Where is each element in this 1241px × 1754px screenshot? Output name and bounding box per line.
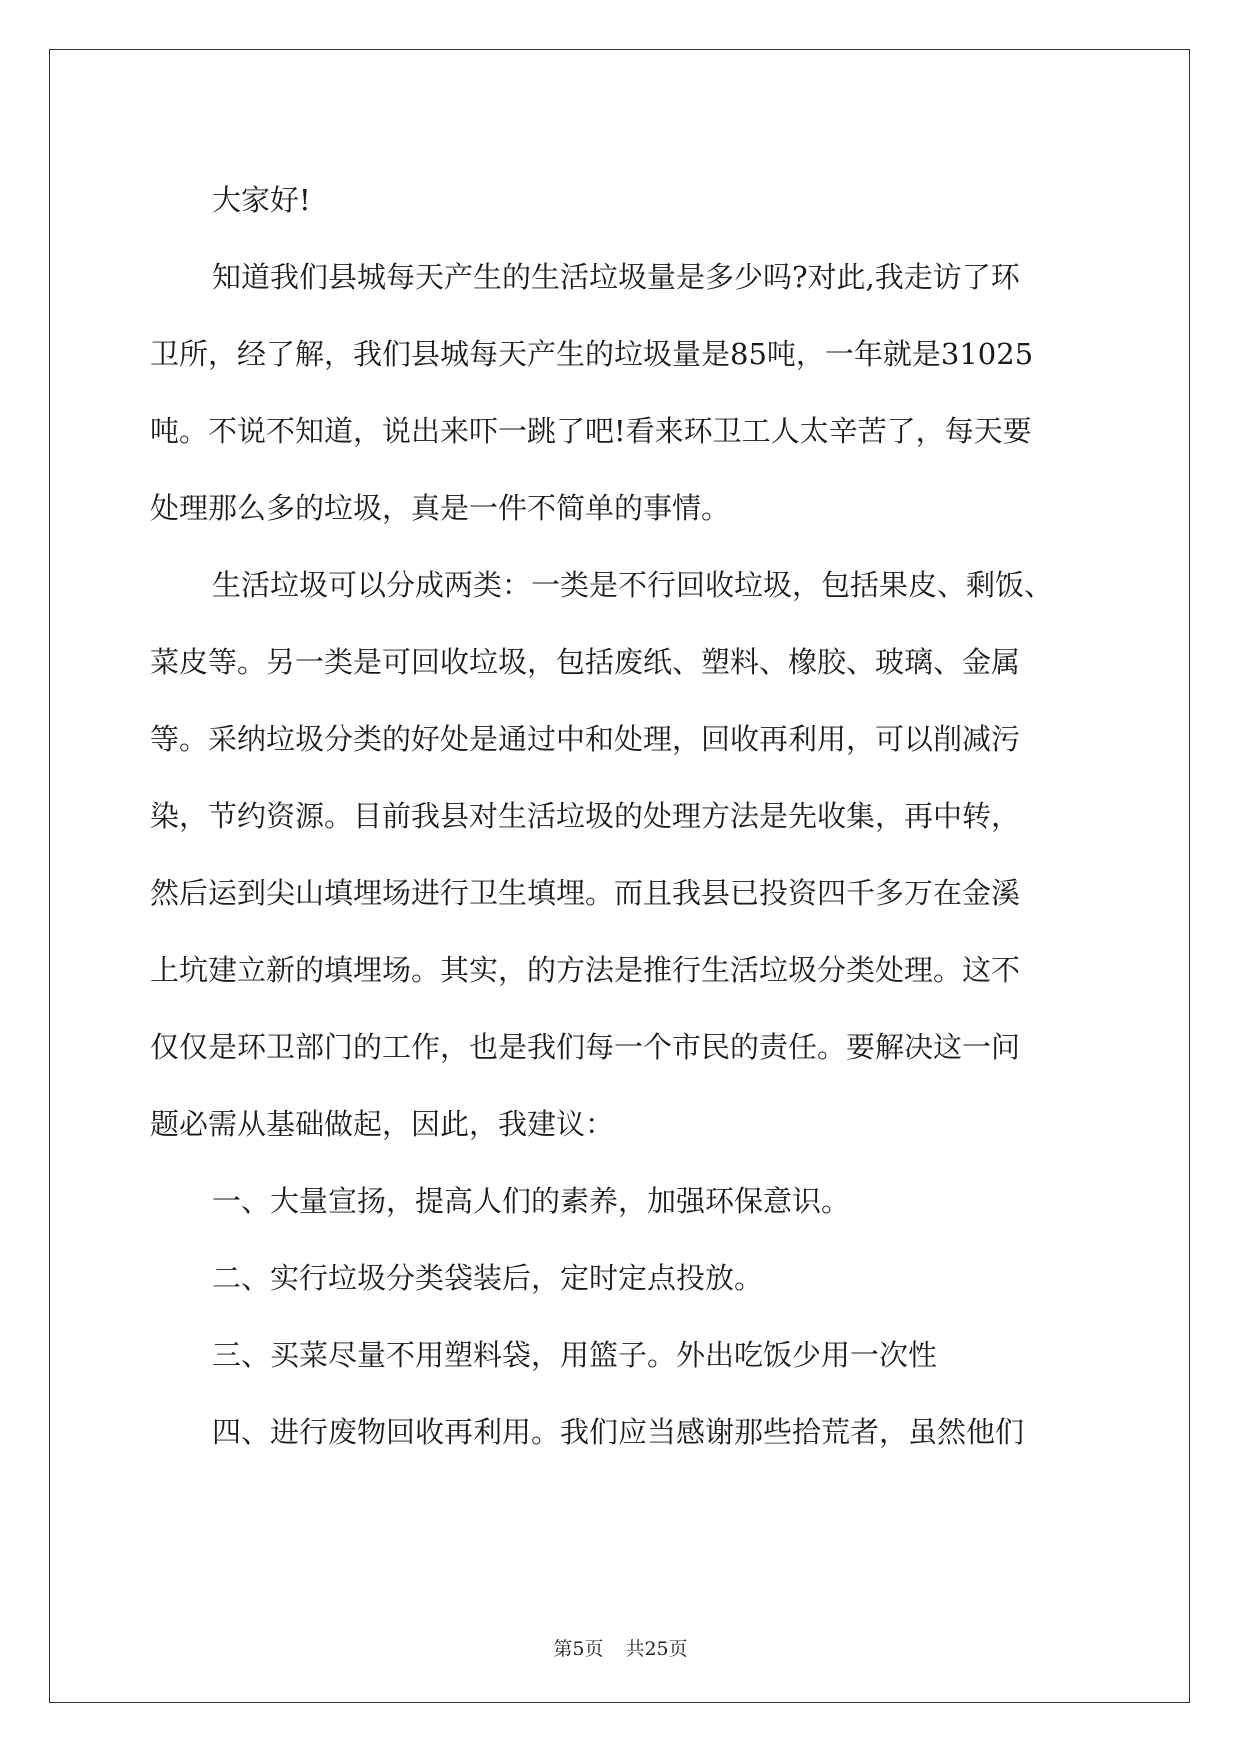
paragraph-line: 生活垃圾可以分成两类：一类是不行回收垃圾，包括果皮、剩饭、 (212, 568, 1054, 602)
document-body (150, 162, 1110, 1471)
paragraph-line: 吨。不说不知道，说出来吓一跳了吧!看来环卫工人太辛苦了，每天要 (150, 414, 1032, 448)
paragraph-line: 然后运到尖山填埋场进行卫生填埋。而且我县已投资四千多万在金溪 (150, 876, 1021, 910)
paragraph-line: 大家好! (212, 183, 311, 217)
paragraph-line: 菜皮等。另一类是可回收垃圾，包括废纸、塑料、橡胶、玻璃、金属 (150, 645, 1021, 679)
paragraph-line: 题必需从基础做起，因此，我建议： (150, 1107, 615, 1141)
paragraph-line: 染，节约资源。目前我县对生活垃圾的处理方法是先收集，再中转， (150, 799, 1021, 833)
paragraph-line: 三、买菜尽量不用塑料袋，用篮子。外出吃饭少用一次性 (212, 1338, 938, 1372)
paragraph-line: 上坑建立新的填埋场。其实，的方法是推行生活垃圾分类处理。这不 (150, 953, 1021, 987)
paragraph-line: 二、实行垃圾分类袋装后，定时定点投放。 (212, 1261, 764, 1295)
paragraph-line: 一、大量宣扬，提高人们的素养，加强环保意识。 (212, 1184, 851, 1218)
paragraph-line: 卫所，经了解，我们县城每天产生的垃圾量是85吨，一年就是31025 (150, 337, 1034, 371)
total-pages-label: 共25页 (625, 1638, 688, 1660)
current-page-label: 第5页 (553, 1638, 604, 1660)
paragraph-line: 四、进行废物回收再利用。我们应当感谢那些拾荒者，虽然他们 (212, 1415, 1025, 1449)
paragraph-line: 等。采纳垃圾分类的好处是通过中和处理，回收再利用，可以削减污 (150, 722, 1021, 756)
page-footer (0, 1634, 1241, 1661)
paragraph-line: 知道我们县城每天产生的生活垃圾量是多少吗?对此,我走访了环 (212, 260, 1020, 294)
paragraph-line: 仅仅是环卫部门的工作，也是我们每一个市民的责任。要解决这一问 (150, 1030, 1021, 1064)
paragraph-line: 处理那么多的垃圾，真是一件不简单的事情。 (150, 491, 731, 525)
